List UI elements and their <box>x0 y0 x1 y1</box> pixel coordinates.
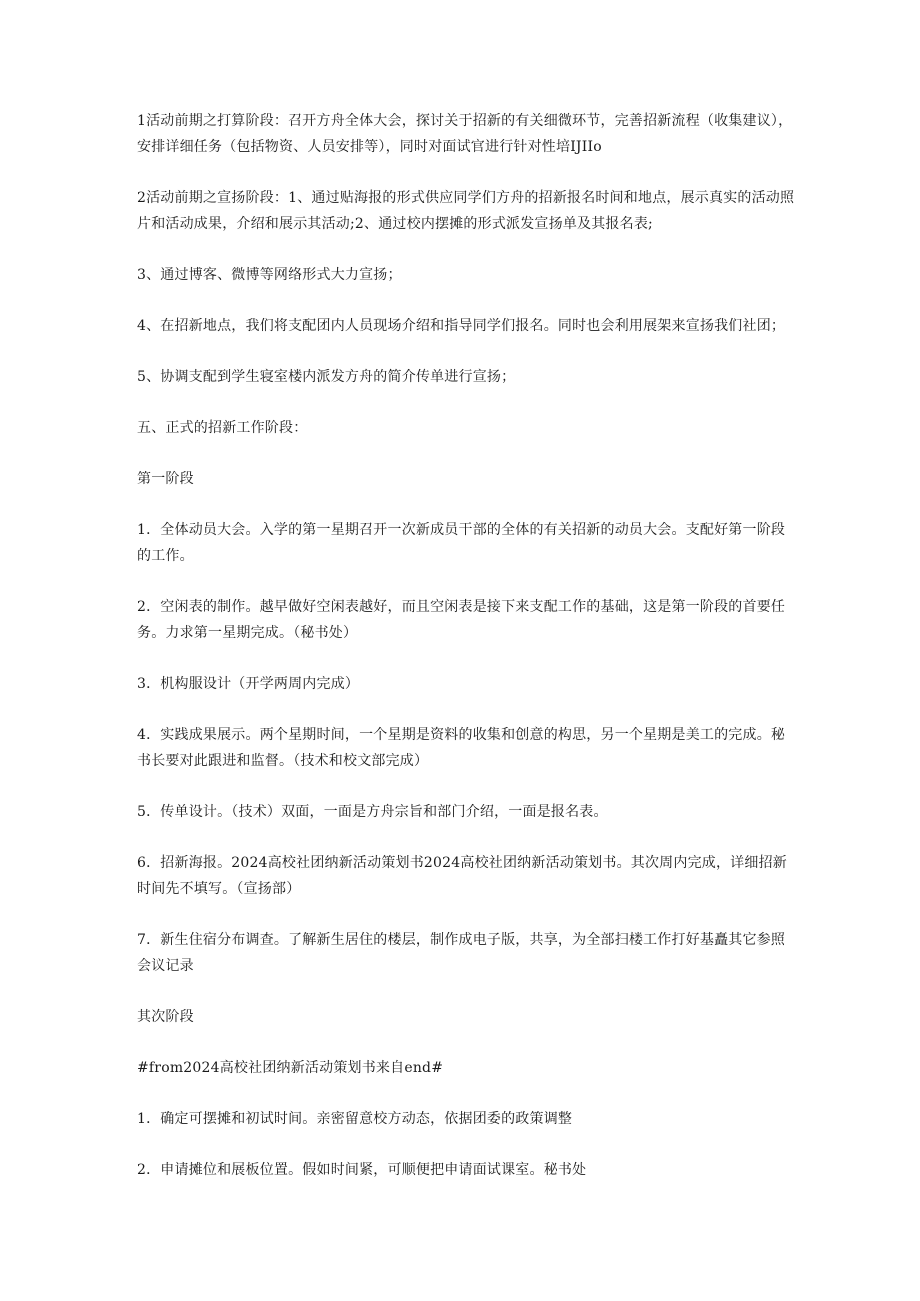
list-item-booth-time: 1．确定可摆摊和初试时间。亲密留意校方动态，依据团委的政策调整 <box>137 1111 573 1127</box>
source-marker-line: #from2024高校社团纳新活动策划书来自end# <box>137 1060 444 1076</box>
subheading-stage-two: 其次阶段 <box>137 1009 194 1025</box>
paragraph-recruit-site: 4、在招新地点，我们将支配团内人员现场介绍和指导同学们报名。同时也会利用展架来宣扬我们社团； <box>137 318 786 334</box>
paragraph-prep-stage: 1活动前期之打算阶段：召开方舟全体大会，探讨关于招新的有关细微环节，完善招新流程（收集建议），安排详细任务（包括物资、人员安排等），同时对面试官进行针对性培IJIIo <box>137 113 793 155</box>
list-item-results-display: 4．实践成果展示。两个星期时间，一个星期是资料的收集和创意的构思，另一个星期是美工的完成。秘书长要对此跟进和监督。（技术和校文部完成） <box>137 727 786 769</box>
paragraph-dorm-flyers: 5、协调支配到学生寝室楼内派发方舟的简介传单进行宣扬； <box>137 369 516 385</box>
subheading-stage-one: 第一阶段 <box>137 471 194 487</box>
paragraph-blog-weibo: 3、通过博客、微博等网络形式大力宣扬； <box>137 267 402 283</box>
list-item-recruit-poster: 6．招新海报。2024高校社团纳新活动策划书2024高校社团纳新活动策划书。其次周内完成，详细招新时间先不填写。（宣扬部） <box>137 855 787 897</box>
document-body <box>137 108 797 1208</box>
paragraph-publicity-stage: 2活动前期之宣扬阶段：1、通过贴海报的形式供应同学们方舟的招新报名时间和地点，展示真实的活动照片和活动成果，介绍和展示其活动;2、通过校内摆摊的形式派发宣扬单及其报名表; <box>137 190 795 232</box>
list-item-mobilization-meeting: 1．全体动员大会。入学的第一星期召开一次新成员干部的全体的有关招新的动员大会。支配好第一阶段的工作。 <box>137 522 786 564</box>
section-heading-formal-stage: 五、正式的招新工作阶段： <box>137 420 308 436</box>
list-item-booth-location: 2．申请摊位和展板位置。假如时间紧，可顺便把申请面试课室。秘书处 <box>137 1162 587 1178</box>
list-item-uniform-design: 3．机构服设计（开学两周内完成） <box>137 676 360 692</box>
list-item-free-time-table: 2．空闲表的制作。越早做好空闲表越好，而且空闲表是接下来支配工作的基础，这是第一阶段的首要任务。力求第一星期完成。（秘书处） <box>137 599 786 641</box>
list-item-flyer-design: 5．传单设计。（技术）双面，一面是方舟宗旨和部门介绍，一面是报名表。 <box>137 804 608 820</box>
list-item-dorm-survey: 7．新生住宿分布调查。了解新生居住的楼层，制作成电子版，共享，为全部扫楼工作打好基矗其它参照会议记录 <box>137 932 786 974</box>
